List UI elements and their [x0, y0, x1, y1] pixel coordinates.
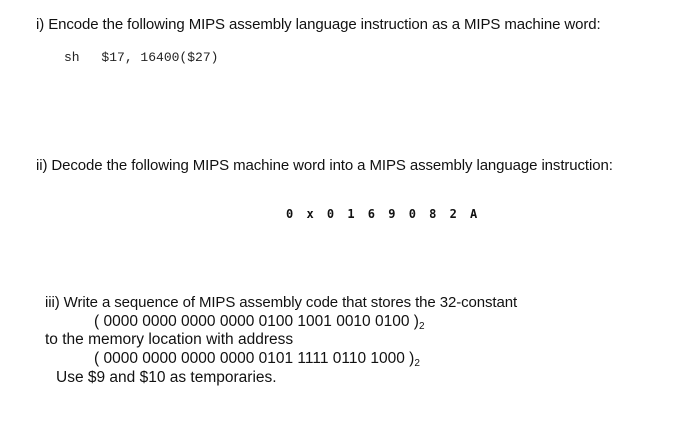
instruction-opcode: sh — [64, 50, 80, 65]
memory-address-base: 2 — [414, 358, 420, 369]
question-1-prompt: i) Encode the following MIPS assembly language instruction as a MIPS machine word: — [36, 16, 601, 33]
memory-address-bits: ( 0000 0000 0000 0000 0101 1111 0110 1000 ) — [94, 350, 415, 367]
constant-value — [94, 313, 425, 331]
question-3-line-1: iii) Write a sequence of MIPS assembly code that stores the 32-constant — [45, 294, 518, 311]
question-3-line-3: Use $9 and $10 as temporaries. — [56, 369, 277, 386]
instruction-operands: $17, 16400($27) — [101, 50, 219, 65]
machine-word: 0 x 0 1 6 9 0 8 2 A — [286, 207, 481, 221]
question-2-prompt: ii) Decode the following MIPS machine word into a MIPS assembly language instruction: — [36, 157, 613, 174]
question-1-instruction — [64, 50, 218, 65]
question-3-line-2: to the memory location with address — [45, 331, 294, 348]
memory-address — [94, 350, 420, 368]
constant-value-base: 2 — [418, 321, 425, 332]
constant-value-bits: ( 0000 0000 0000 0000 0100 1001 0010 0100 ) — [94, 313, 419, 330]
